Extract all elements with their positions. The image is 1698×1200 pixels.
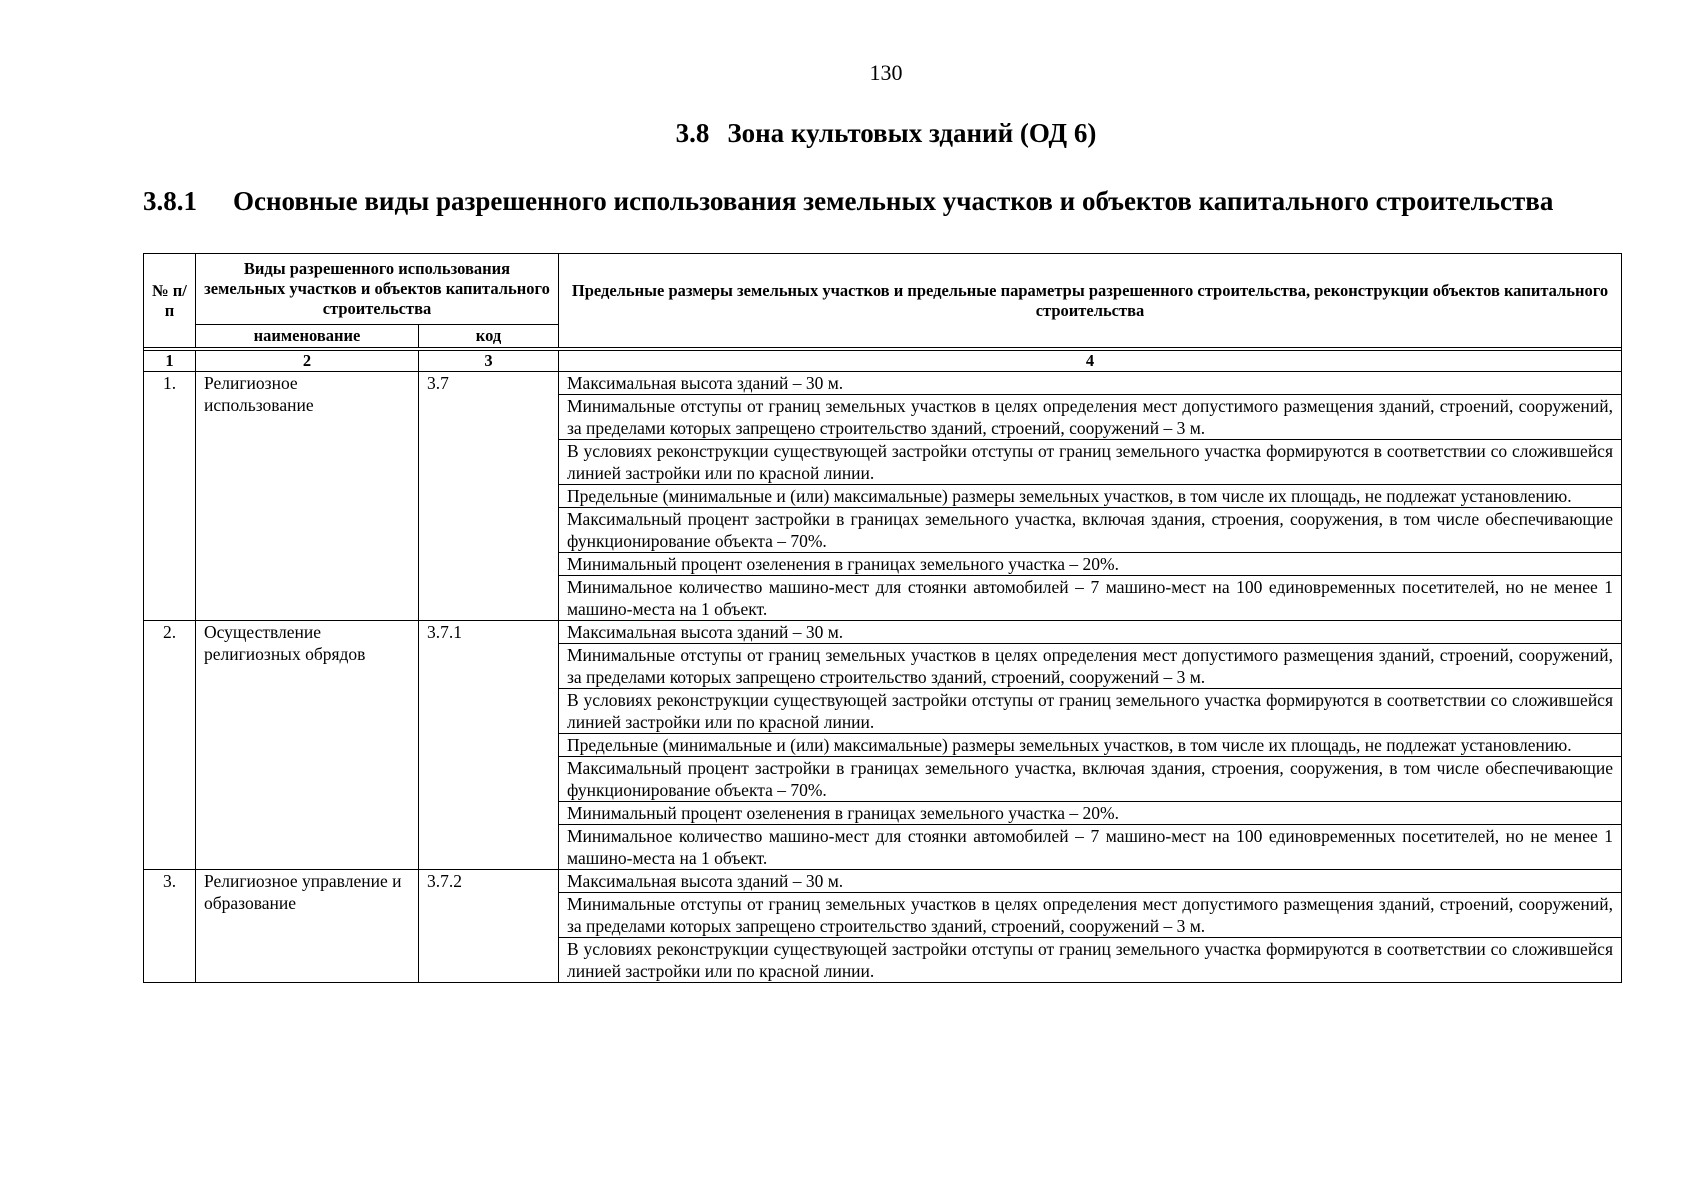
table-row bbox=[144, 372, 1622, 395]
parameter-cell: Минимальные отступы от границ земельных участков в целях определения мест допустимого размещения зданий, строений, сооружений, за пределами которых запрещено строительство зданий, строений, сооружений – 3 м. bbox=[559, 893, 1622, 938]
parameter-cell: Минимальный процент озеленения в границах земельного участка – 20%. bbox=[559, 553, 1622, 576]
subsection-number: 3.8.1 bbox=[143, 186, 197, 216]
parameter-cell: Минимальный процент озеленения в границах земельного участка – 20%. bbox=[559, 802, 1622, 825]
use-type-name: Религиозное управление и образование bbox=[196, 870, 419, 983]
header-name: наименование bbox=[196, 325, 419, 348]
parameter-cell: Минимальное количество машино-мест для стоянки автомобилей – 7 машино-мест на 100 единовременных посетителей, но не менее 1 машино-места на 1 объект. bbox=[559, 825, 1622, 870]
table-row bbox=[144, 870, 1622, 893]
section-title bbox=[0, 118, 1698, 149]
parameter-cell: Предельные (минимальные и (или) максимальные) размеры земельных участков, в том числе их площадь, не подлежат установлению. bbox=[559, 485, 1622, 508]
use-type-code: 3.7 bbox=[419, 372, 559, 621]
page-number: 130 bbox=[869, 60, 903, 85]
column-number: 1 bbox=[144, 351, 196, 372]
column-number: 2 bbox=[196, 351, 419, 372]
column-number-row bbox=[144, 351, 1622, 372]
subsection-title-text: Основные виды разрешенного использования земельных участков и объектов капитального строительства bbox=[233, 186, 1554, 216]
header-types-group: Виды разрешенного использования земельных участков и объектов капитального строительства bbox=[196, 254, 559, 325]
subsection-title bbox=[143, 186, 1553, 217]
parameter-cell: В условиях реконструкции существующей застройки отступы от границ земельного участка формируются в соответствии со сложившейся линией застройки или по красной линии. bbox=[559, 938, 1622, 983]
column-number: 3 bbox=[419, 351, 559, 372]
parameter-cell: Минимальное количество машино-мест для стоянки автомобилей – 7 машино-мест на 100 единовременных посетителей, но не менее 1 машино-места на 1 объект. bbox=[559, 576, 1622, 621]
section-title-text: Зона культовых зданий (ОД 6) bbox=[727, 118, 1097, 148]
parameter-cell: Максимальная высота зданий – 30 м. bbox=[559, 621, 1622, 644]
use-type-code: 3.7.2 bbox=[419, 870, 559, 983]
section-number: 3.8 bbox=[675, 118, 710, 148]
table-row bbox=[144, 621, 1622, 644]
parameter-cell: В условиях реконструкции существующей застройки отступы от границ земельного участка формируются в соответствии со сложившейся линией застройки или по красной линии. bbox=[559, 689, 1622, 734]
row-number: 1. bbox=[144, 372, 196, 621]
parameter-cell: Предельные (минимальные и (или) максимальные) размеры земельных участков, в том числе их площадь, не подлежат установлению. bbox=[559, 734, 1622, 757]
parameter-cell: Минимальные отступы от границ земельных участков в целях определения мест допустимого размещения зданий, строений, сооружений, за пределами которых запрещено строительство зданий, строений, сооружений – 3 м. bbox=[559, 395, 1622, 440]
parameter-cell: Максимальная высота зданий – 30 м. bbox=[559, 372, 1622, 395]
row-number: 3. bbox=[144, 870, 196, 983]
header-code: код bbox=[419, 325, 559, 348]
parameter-cell: Максимальный процент застройки в границах земельного участка, включая здания, строения, сооружения, в том числе обеспечивающие функционирование объекта – 70%. bbox=[559, 508, 1622, 553]
row-number: 2. bbox=[144, 621, 196, 870]
header-no: № п/п bbox=[144, 254, 196, 348]
use-type-code: 3.7.1 bbox=[419, 621, 559, 870]
use-type-name: Религиозное использование bbox=[196, 372, 419, 621]
parameter-cell: Минимальные отступы от границ земельных участков в целях определения мест допустимого размещения зданий, строений, сооружений, за пределами которых запрещено строительство зданий, строений, сооружений – 3 м. bbox=[559, 644, 1622, 689]
parameter-cell: В условиях реконструкции существующей застройки отступы от границ земельного участка формируются в соответствии со сложившейся линией застройки или по красной линии. bbox=[559, 440, 1622, 485]
parameter-cell: Максимальный процент застройки в границах земельного участка, включая здания, строения, сооружения, в том числе обеспечивающие функционирование объекта – 70%. bbox=[559, 757, 1622, 802]
parameter-cell: Максимальная высота зданий – 30 м. bbox=[559, 870, 1622, 893]
use-type-name: Осуществление религиозных обрядов bbox=[196, 621, 419, 870]
column-number: 4 bbox=[559, 351, 1622, 372]
header-params: Предельные размеры земельных участков и предельные параметры разрешенного строительства, реконструкции объектов капитального строительства bbox=[559, 254, 1622, 348]
land-use-table bbox=[143, 253, 1622, 983]
